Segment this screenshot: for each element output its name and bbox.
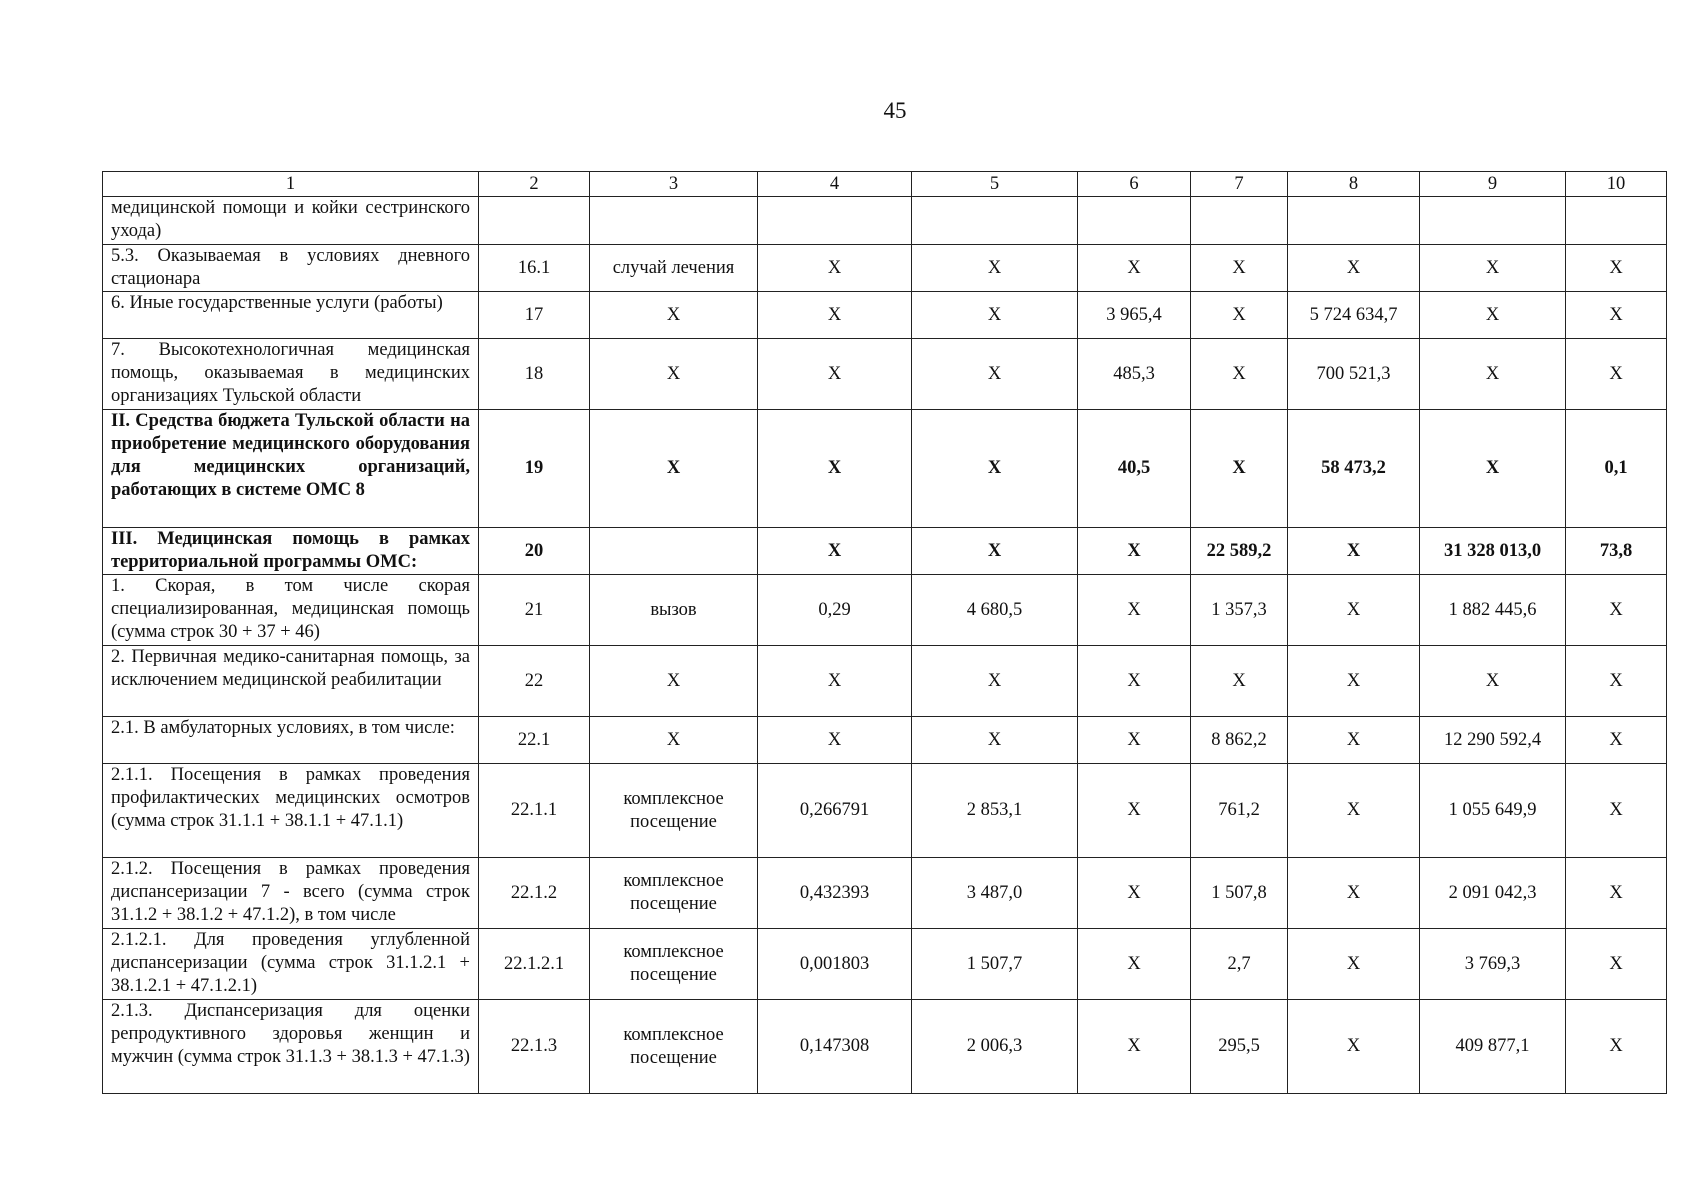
- table-cell: Х: [1566, 339, 1667, 410]
- table-cell: Х: [1078, 764, 1191, 858]
- table-cell: [912, 197, 1078, 245]
- table-cell: Х: [1288, 717, 1420, 764]
- column-number-6: 6: [1078, 172, 1191, 197]
- table-cell: 1 882 445,6: [1420, 575, 1566, 646]
- table-cell: Х: [1191, 292, 1288, 339]
- page-number: 45: [883, 98, 907, 123]
- table-cell: [1566, 197, 1667, 245]
- table-cell: [590, 528, 758, 575]
- table-cell: 0,1: [1566, 410, 1667, 528]
- row-name-cell: 2. Первичная медико-санитарная помощь, за исключением медицинской реабилитации: [103, 646, 479, 717]
- table-cell: 73,8: [1566, 528, 1667, 575]
- table-row: [103, 764, 1667, 858]
- row-name-cell: 2.1.3. Диспансеризация для оценки репродуктивного здоровья женщин и мужчин (сумма строк 31.1.3 + 38.1.3 + 47.1.3): [103, 1000, 479, 1094]
- table-cell: [758, 197, 912, 245]
- table-cell: Х: [1288, 245, 1420, 292]
- table-cell: 18: [479, 339, 590, 410]
- table-cell: 3 487,0: [912, 858, 1078, 929]
- table-cell: Х: [1288, 929, 1420, 1000]
- table-cell: 1 055 649,9: [1420, 764, 1566, 858]
- table-row: [103, 1000, 1667, 1094]
- table-cell: 22 589,2: [1191, 528, 1288, 575]
- table-cell: Х: [1566, 717, 1667, 764]
- table-cell: [1420, 197, 1566, 245]
- table-cell: 8 862,2: [1191, 717, 1288, 764]
- table-cell: [1078, 197, 1191, 245]
- table-cell: 761,2: [1191, 764, 1288, 858]
- table-cell: Х: [590, 292, 758, 339]
- table-cell: 2 853,1: [912, 764, 1078, 858]
- row-name-cell: 2.1.2. Посещения в рамках проведения диспансеризации 7 - всего (сумма строк 31.1.2 + 38.1.2 + 47.1.2), в том числе: [103, 858, 479, 929]
- table-cell: Х: [912, 528, 1078, 575]
- table-cell: Х: [1566, 292, 1667, 339]
- table-row: [103, 410, 1667, 528]
- table-cell: Х: [1566, 646, 1667, 717]
- table-cell: Х: [1078, 1000, 1191, 1094]
- table-row: [103, 339, 1667, 410]
- table-cell: 22.1: [479, 717, 590, 764]
- table-cell: 1 357,3: [1191, 575, 1288, 646]
- table-cell: вызов: [590, 575, 758, 646]
- table-cell: Х: [1566, 929, 1667, 1000]
- row-name-cell: III. Медицинская помощь в рамках территориальной программы ОМС:: [103, 528, 479, 575]
- table-cell: Х: [912, 245, 1078, 292]
- table-cell: 3 965,4: [1078, 292, 1191, 339]
- table-cell: 17: [479, 292, 590, 339]
- table-cell: комплексное посещение: [590, 858, 758, 929]
- table-cell: [479, 197, 590, 245]
- table-cell: 295,5: [1191, 1000, 1288, 1094]
- table-cell: 4 680,5: [912, 575, 1078, 646]
- table-cell: 12 290 592,4: [1420, 717, 1566, 764]
- table-cell: 485,3: [1078, 339, 1191, 410]
- table-cell: Х: [758, 646, 912, 717]
- table-cell: 22.1.1: [479, 764, 590, 858]
- table-cell: Х: [1191, 245, 1288, 292]
- table-cell: 58 473,2: [1288, 410, 1420, 528]
- table-cell: Х: [1078, 245, 1191, 292]
- row-name-cell: 2.1. В амбулаторных условиях, в том числе:: [103, 717, 479, 764]
- row-name-cell: II. Средства бюджета Тульской области на приобретение медицинского оборудования для медицинских организаций, работающих в системе ОМС 8: [103, 410, 479, 528]
- row-name-cell: 6. Иные государственные услуги (работы): [103, 292, 479, 339]
- table-cell: Х: [1288, 764, 1420, 858]
- table-cell: 409 877,1: [1420, 1000, 1566, 1094]
- table-cell: Х: [1078, 646, 1191, 717]
- table-cell: Х: [1288, 1000, 1420, 1094]
- table-cell: Х: [758, 339, 912, 410]
- table-cell: Х: [758, 528, 912, 575]
- table-header-row: [103, 172, 1667, 197]
- table-cell: 2,7: [1191, 929, 1288, 1000]
- table-cell: Х: [590, 410, 758, 528]
- table-cell: Х: [1288, 528, 1420, 575]
- row-name-cell: 2.1.1. Посещения в рамках проведения профилактических медицинских осмотров (сумма строк 31.1.1 + 38.1.1 + 47.1.1): [103, 764, 479, 858]
- table-cell: [590, 197, 758, 245]
- table-cell: Х: [1566, 575, 1667, 646]
- table-row: [103, 575, 1667, 646]
- table-row: [103, 858, 1667, 929]
- table-cell: Х: [1420, 292, 1566, 339]
- table-cell: Х: [1420, 339, 1566, 410]
- table-cell: 0,266791: [758, 764, 912, 858]
- table-cell: 3 769,3: [1420, 929, 1566, 1000]
- table-cell: Х: [1288, 575, 1420, 646]
- table-cell: комплексное посещение: [590, 764, 758, 858]
- table-cell: Х: [590, 717, 758, 764]
- table-cell: 0,432393: [758, 858, 912, 929]
- table-cell: 40,5: [1078, 410, 1191, 528]
- table-cell: 0,29: [758, 575, 912, 646]
- table-cell: Х: [1288, 646, 1420, 717]
- table-cell: Х: [1078, 528, 1191, 575]
- table-cell: Х: [758, 410, 912, 528]
- column-number-5: 5: [912, 172, 1078, 197]
- table-cell: 1 507,7: [912, 929, 1078, 1000]
- table-cell: Х: [1191, 410, 1288, 528]
- table-row: [103, 245, 1667, 292]
- table-cell: Х: [590, 646, 758, 717]
- table-cell: Х: [1420, 646, 1566, 717]
- table-cell: Х: [758, 245, 912, 292]
- column-number-10: 10: [1566, 172, 1667, 197]
- table-cell: 1 507,8: [1191, 858, 1288, 929]
- table-cell: Х: [912, 410, 1078, 528]
- table-cell: Х: [1566, 1000, 1667, 1094]
- table-cell: 0,147308: [758, 1000, 912, 1094]
- row-name-cell: 1. Скорая, в том числе скорая специализированная, медицинская помощь (сумма строк 30 + 37 + 46): [103, 575, 479, 646]
- table-cell: 22.1.2: [479, 858, 590, 929]
- table-cell: Х: [912, 717, 1078, 764]
- column-number-2: 2: [479, 172, 590, 197]
- table-cell: комплексное посещение: [590, 1000, 758, 1094]
- row-name-cell: 7. Высокотехнологичная медицинская помощь, оказываемая в медицинских организациях Тульской области: [103, 339, 479, 410]
- table-cell: Х: [1566, 858, 1667, 929]
- table-cell: 22.1.3: [479, 1000, 590, 1094]
- table-cell: случай лечения: [590, 245, 758, 292]
- table-cell: 20: [479, 528, 590, 575]
- table-cell: Х: [912, 339, 1078, 410]
- table-row: [103, 528, 1667, 575]
- table-cell: Х: [912, 646, 1078, 717]
- table-cell: комплексное посещение: [590, 929, 758, 1000]
- table-cell: 22.1.2.1: [479, 929, 590, 1000]
- table-row: [103, 929, 1667, 1000]
- table-cell: 700 521,3: [1288, 339, 1420, 410]
- table-cell: Х: [758, 292, 912, 339]
- column-number-4: 4: [758, 172, 912, 197]
- table-row: [103, 197, 1667, 245]
- table-row: [103, 717, 1667, 764]
- table-cell: 2 091 042,3: [1420, 858, 1566, 929]
- table-cell: Х: [1078, 929, 1191, 1000]
- column-number-8: 8: [1288, 172, 1420, 197]
- row-name-cell: 5.3. Оказываемая в условиях дневного стационара: [103, 245, 479, 292]
- table-cell: 19: [479, 410, 590, 528]
- data-table: [102, 171, 1667, 1094]
- table-cell: 2 006,3: [912, 1000, 1078, 1094]
- table-cell: Х: [1078, 858, 1191, 929]
- table-cell: 0,001803: [758, 929, 912, 1000]
- table-row: [103, 646, 1667, 717]
- table-cell: Х: [1191, 339, 1288, 410]
- row-name-cell: 2.1.2.1. Для проведения углубленной диспансеризации (сумма строк 31.1.2.1 + 38.1.2.1 + 47.1.2.1): [103, 929, 479, 1000]
- table-cell: Х: [1288, 858, 1420, 929]
- table-cell: 21: [479, 575, 590, 646]
- row-name-cell: медицинской помощи и койки сестринского ухода): [103, 197, 479, 245]
- table-cell: Х: [1420, 245, 1566, 292]
- table-cell: 16.1: [479, 245, 590, 292]
- table-cell: Х: [590, 339, 758, 410]
- table-cell: 5 724 634,7: [1288, 292, 1420, 339]
- table-cell: 31 328 013,0: [1420, 528, 1566, 575]
- table-cell: Х: [1420, 410, 1566, 528]
- table-cell: Х: [1078, 717, 1191, 764]
- table-cell: [1288, 197, 1420, 245]
- column-number-9: 9: [1420, 172, 1566, 197]
- table-cell: Х: [758, 717, 912, 764]
- table-cell: Х: [1566, 245, 1667, 292]
- table-cell: Х: [1566, 764, 1667, 858]
- table-cell: Х: [1191, 646, 1288, 717]
- column-number-7: 7: [1191, 172, 1288, 197]
- table-cell: 22: [479, 646, 590, 717]
- table-row: [103, 292, 1667, 339]
- column-number-1: 1: [103, 172, 479, 197]
- table-cell: Х: [1078, 575, 1191, 646]
- table-cell: Х: [912, 292, 1078, 339]
- table-cell: [1191, 197, 1288, 245]
- column-number-3: 3: [590, 172, 758, 197]
